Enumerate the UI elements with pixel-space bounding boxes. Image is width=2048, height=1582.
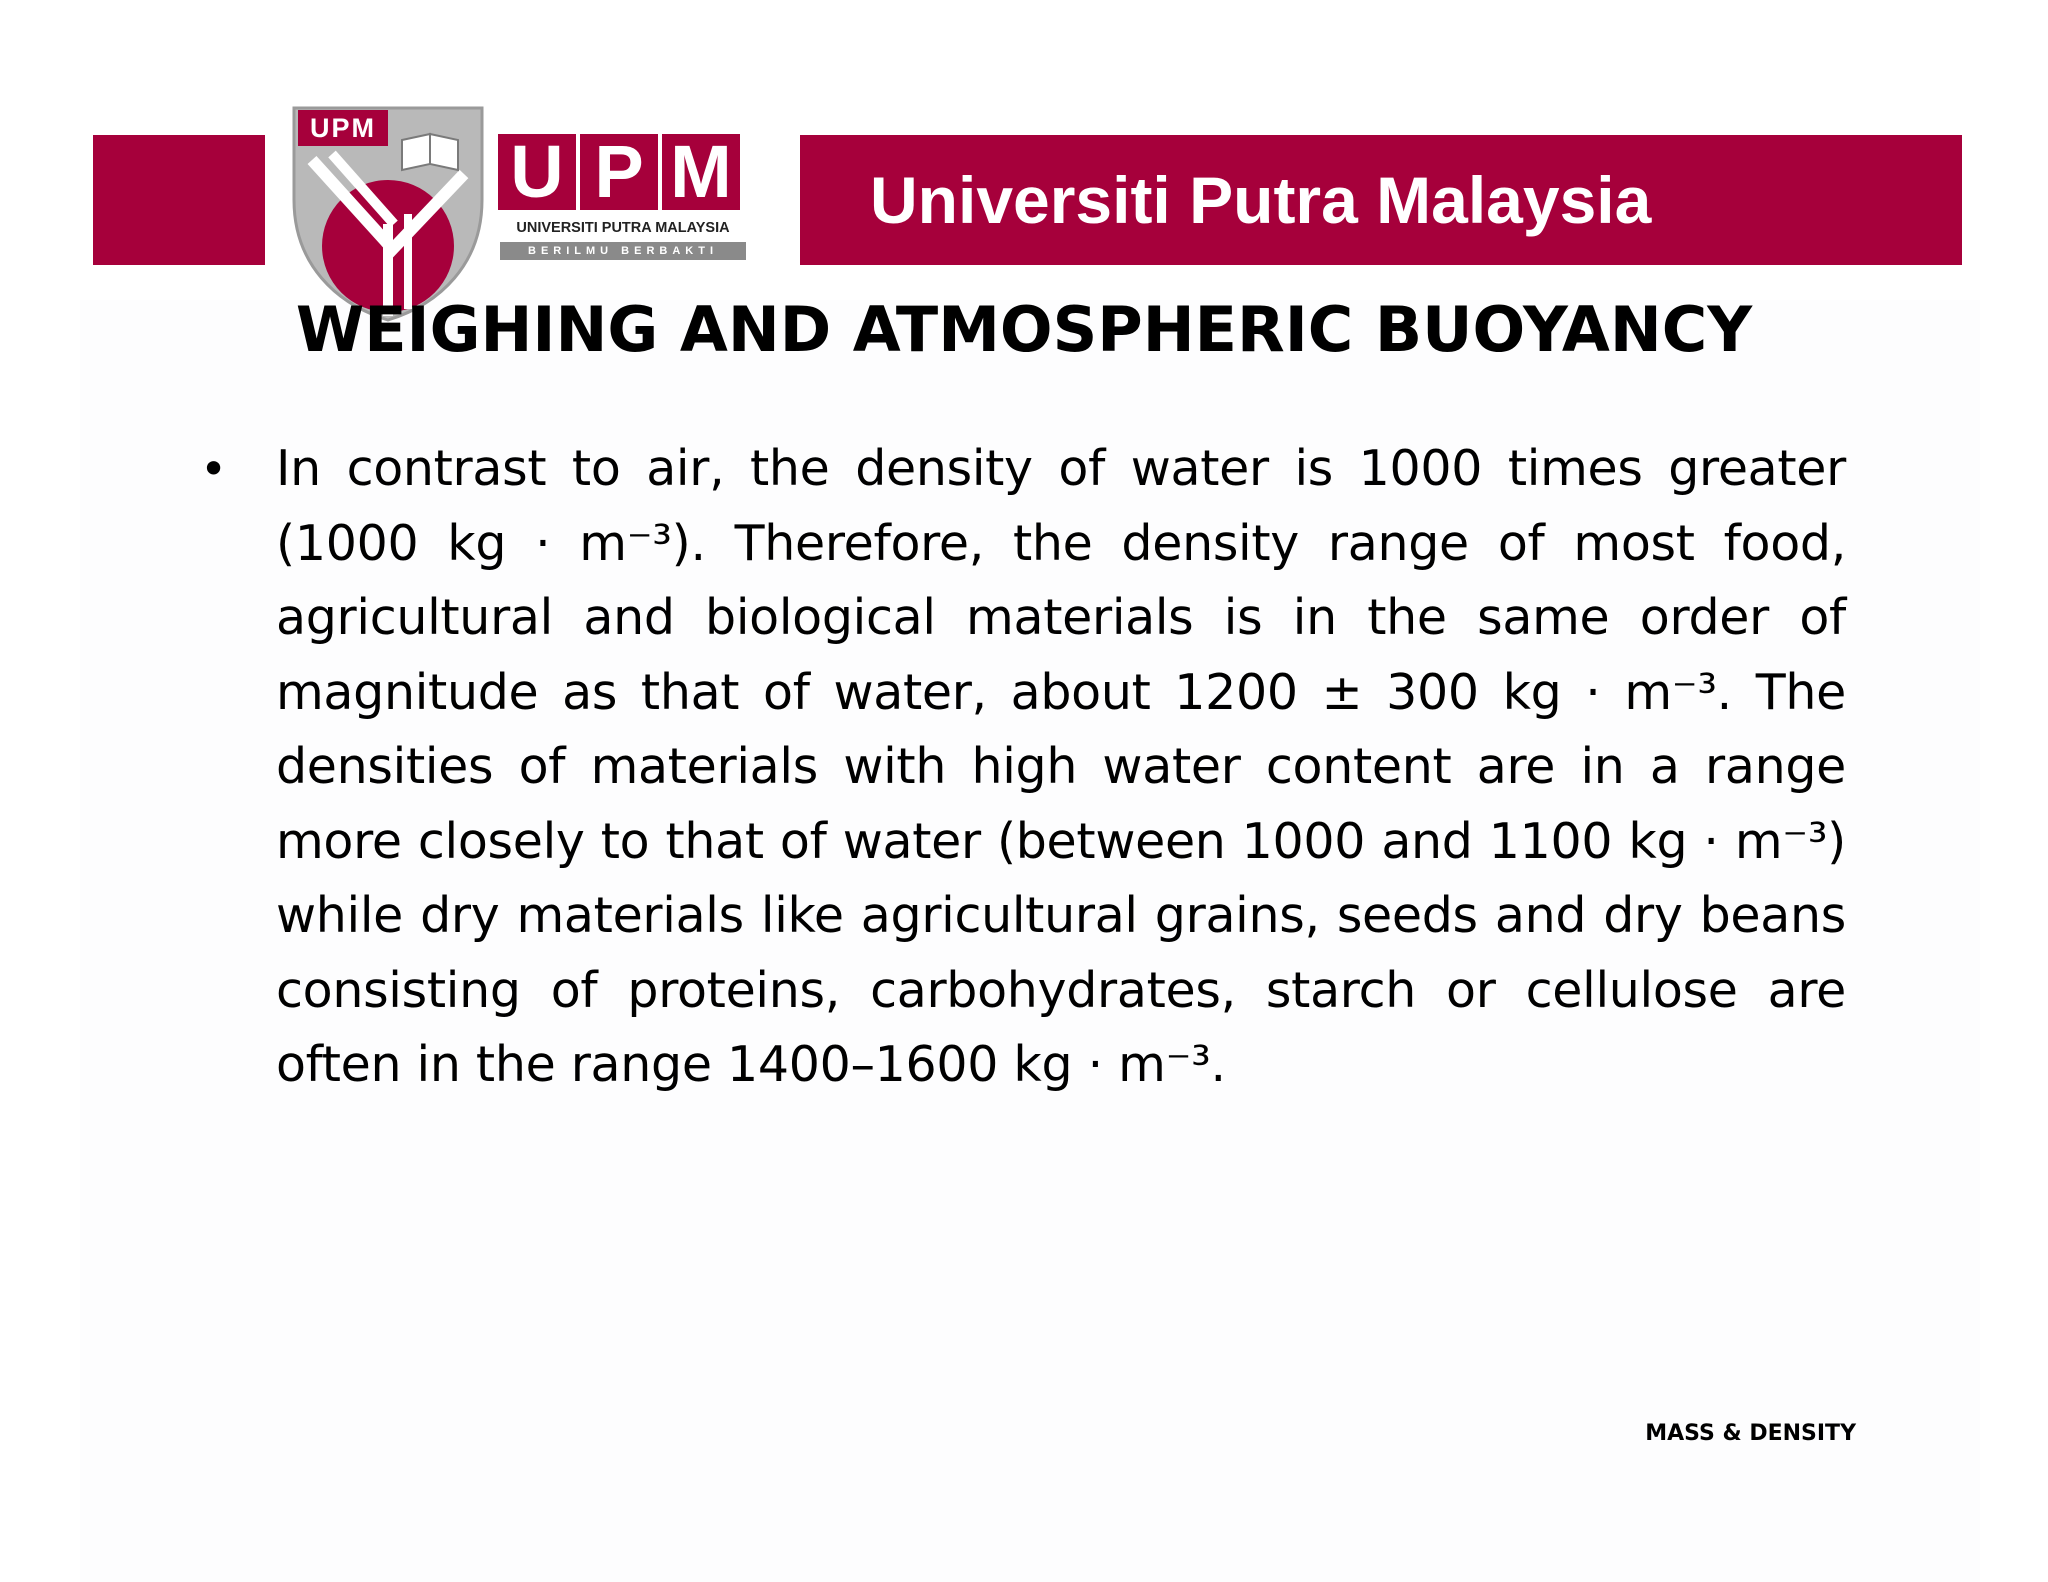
wordmark-motto: BERILMU BERBAKTI: [500, 242, 746, 260]
wordmark-letter: P: [580, 134, 658, 210]
wordmark-letter: M: [662, 134, 740, 210]
body-paragraph: In contrast to air, the density of water is 1000 times greater (1000 kg · m⁻³). Therefore, the density range of most food, agricultural and biological materials is in the same order of magnitude as that of water, about 1200 ± 300 kg · m⁻³. The densities of materials with high water content are in a range more closely to that of water (between 1000 and 1100 kg · m⁻³) while dry materials like agricultural grains, seeds and dry beans consisting of proteins, carbohydrates, starch or cellulose are often in the range 1400–1600 kg · m⁻³.: [276, 440, 1846, 1093]
upm-wordmark: [498, 130, 748, 266]
crest-badge-text: UPM: [310, 113, 376, 143]
wordmark-letters: [498, 130, 740, 213]
wordmark-letter: U: [498, 134, 576, 210]
header-banner-left: [93, 135, 265, 265]
university-name-banner: Universiti Putra Malaysia: [870, 163, 1652, 237]
bullet-icon: •: [200, 442, 228, 496]
page-title: WEIGHING AND ATMOSPHERIC BUOYANCY: [295, 293, 1753, 366]
footer-topic-label: MASS & DENSITY: [1645, 1421, 1856, 1446]
list-item: [200, 432, 1846, 1103]
bullet-list: [200, 432, 1846, 1103]
wordmark-university-name: UNIVERSITI PUTRA MALAYSIA: [516, 220, 730, 236]
